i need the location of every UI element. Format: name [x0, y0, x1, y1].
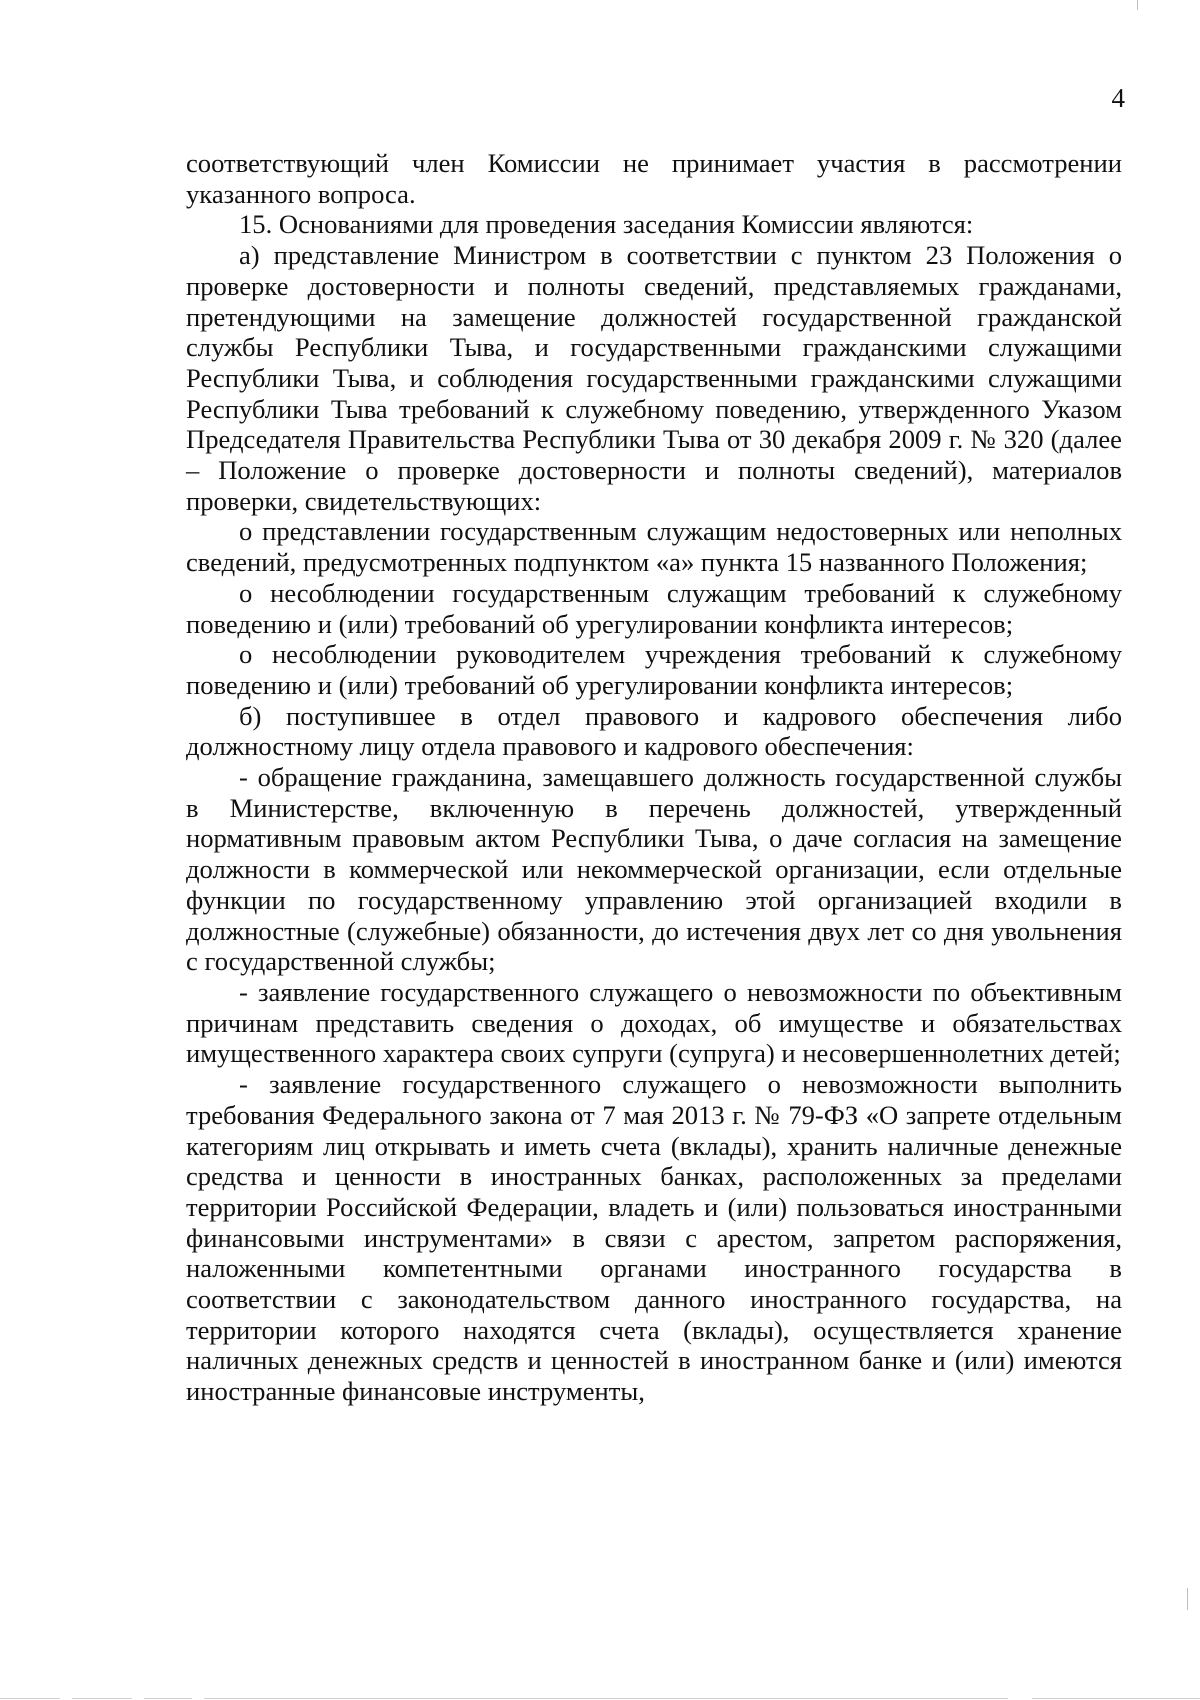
scan-edge-mark: [1187, 1588, 1188, 1610]
document-paragraph: 15. Основаниями для проведения заседания Комиссии являются:: [239, 209, 974, 240]
document-paragraph: о несоблюдении руководителем учреждения требований к служебному поведению и (или) требований об урегулировании конфликта интересов;: [186, 639, 1122, 700]
document-paragraph: - обращение гражданина, замещавшего должность государственной службы в Министерстве, включенную в перечень должностей, утвержденный нормативным правовым актом Республики Тыва, о даче согласия на замещение должности в коммерческой или некоммерческой организации, если отдельные функции по государственному управлению этой организацией входили в должностные (служебные) обязанности, до истечения двух лет со дня увольнения с государственной службы;: [186, 762, 1122, 977]
document-paragraph: соответствующий член Комиссии не принимает участия в рассмотрении указанного вопроса.: [186, 148, 1122, 209]
document-paragraph: - заявление государственного служащего о невозможности выполнить требования Федерального закона от 7 мая 2013 г. № 79-ФЗ «О запрете отдельным категориям лиц открывать и иметь счета (вклады), хранить наличные денежные средства и ценности в иностранных банках, расположенных за пределами территории Российской Федерации, владеть и (или) пользоваться иностранными финансовыми инструментами» в связи с арестом, запретом распоряжения, наложенными компетентными органами иностранного государства в соответствии с законодательством данного иностранного государства, на территории которого находятся счета (вклады), осуществляется хранение наличных денежных средств и ценностей в иностранном банке и (или) имеются иностранные финансовые инструменты,: [186, 1069, 1122, 1407]
document-paragraph: - заявление государственного служащего о невозможности по объективным причинам представить сведения о доходах, об имуществе и обязательствах имущественного характера своих супруги (супруга) и несовершеннолетних детей;: [186, 976, 1122, 1069]
scan-edge-mark: [1137, 0, 1138, 10]
document-body: [186, 148, 1122, 1407]
scan-edge-line: [0, 1698, 1200, 1699]
document-paragraph: б) поступившее в отдел правового и кадрового обеспечения либо должностному лицу отдела правового и кадрового обеспечения:: [186, 700, 1122, 762]
page-number: 4: [1111, 83, 1125, 113]
document-paragraph: о несоблюдении государственным служащим требований к служебному поведению и (или) требований об урегулировании конфликта интересов;: [186, 577, 1122, 639]
document-paragraph: о представлении государственным служащим недостоверных или неполных сведений, предусмотренных подпунктом «а» пункта 15 названного Положения;: [186, 516, 1122, 578]
document-paragraph: а) представление Министром в соответствии с пунктом 23 Положения о проверке достоверности и полноты сведений, представляемых гражданами, претендующими на замещение должностей государственной гражданской службы Республики Тыва, и государственными гражданскими служащими Республики Тыва, и соблюдения государственными гражданскими служащими Республики Тыва требований к служебному поведению, утвержденного Указом Председателя Правительства Республики Тыва от 30 декабря 2009 г. № 320 (далее – Положение о проверке достоверности и полноты сведений), материалов проверки, свидетельствующих:: [186, 240, 1122, 516]
